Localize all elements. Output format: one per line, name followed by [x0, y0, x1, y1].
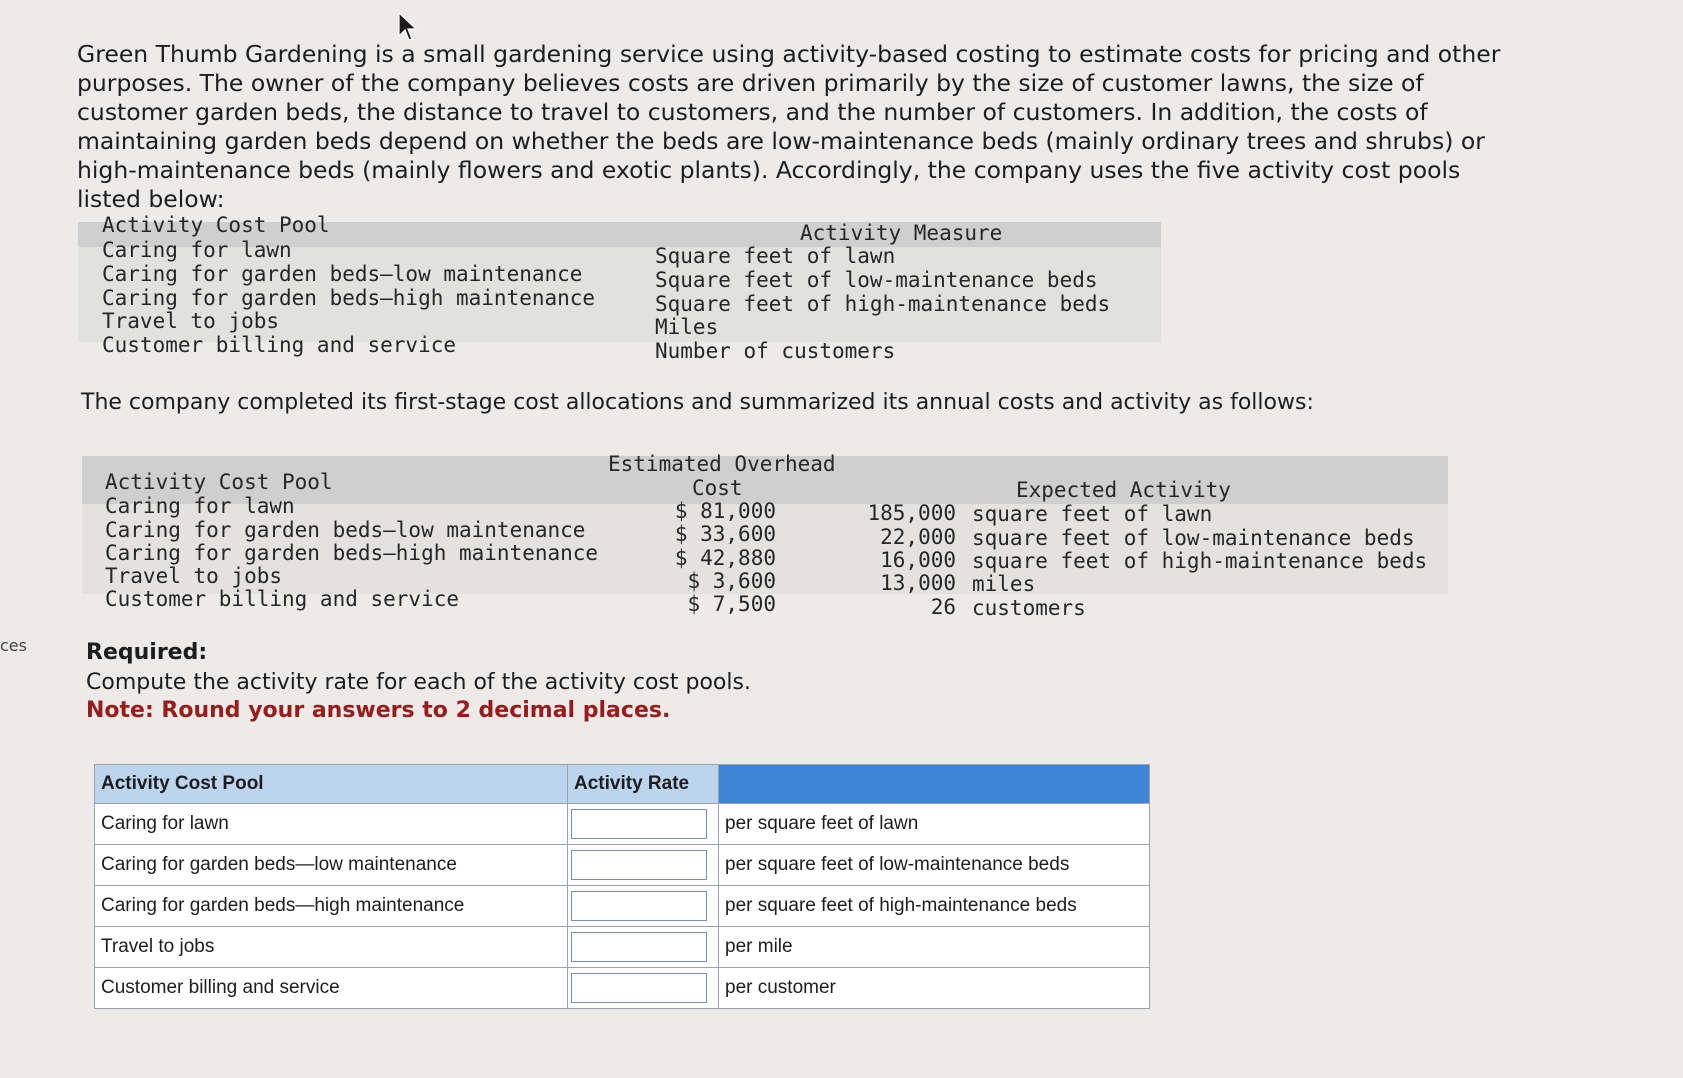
table1-measure: Square feet of high-maintenance beds — [655, 292, 1111, 316]
answer-header-pool: Activity Cost Pool — [95, 765, 568, 804]
answer-row — [95, 804, 1150, 845]
answer-unit: per customer — [719, 968, 1150, 1009]
table2-pool: Caring for lawn — [105, 494, 295, 518]
rate-cell — [568, 804, 719, 845]
table2-header-cost-line2: Cost — [692, 476, 743, 500]
answer-header-row — [95, 765, 1150, 804]
table1-measure: Square feet of lawn — [655, 244, 896, 268]
answer-pool: Travel to jobs — [95, 927, 568, 968]
table1-pool: Customer billing and service — [102, 333, 457, 357]
side-tab-label[interactable]: ces — [0, 636, 27, 655]
answer-unit: per square feet of high-maintenance beds — [719, 886, 1150, 927]
rate-input-customer-billing[interactable] — [571, 973, 707, 1003]
table1-measure: Miles — [655, 315, 719, 339]
table1-pool: Travel to jobs — [102, 309, 280, 333]
table1-pool: Caring for garden beds–high maintenance — [102, 286, 596, 310]
table1-measure: Square feet of low-maintenance beds — [655, 268, 1098, 292]
table2-unit: square feet of lawn — [972, 502, 1213, 526]
answer-row — [95, 927, 1150, 968]
table2-unit: customers — [972, 596, 1086, 620]
answer-unit: per mile — [719, 927, 1150, 968]
table2-qty: 26 — [930, 595, 956, 619]
table2-qty: 16,000 — [880, 548, 956, 572]
answer-row — [95, 968, 1150, 1009]
table2-pool: Caring for garden beds–high maintenance — [105, 541, 599, 565]
answer-unit: per square feet of low-maintenance beds — [719, 845, 1150, 886]
table2-pool: Caring for garden beds–low maintenance — [105, 518, 586, 542]
table2-pool: Customer billing and service — [105, 587, 460, 611]
table2-qty: 185,000 — [867, 501, 956, 525]
table2-cost: $ 42,880 — [674, 546, 776, 570]
answer-row — [95, 886, 1150, 927]
table1-header-pool: Activity Cost Pool — [102, 213, 330, 237]
table2-cost: $ 7,500 — [687, 592, 776, 616]
table2-header-activity: Expected Activity — [1016, 478, 1231, 502]
answer-unit: per square feet of lawn — [719, 804, 1150, 845]
rate-input-high-maintenance[interactable] — [571, 891, 707, 921]
answer-pool: Customer billing and service — [95, 968, 568, 1009]
table1-measure: Number of customers — [655, 339, 896, 363]
required-instruction: Compute the activity rate for each of the activity cost pools. — [86, 670, 751, 695]
table2-unit: square feet of low-maintenance beds — [972, 526, 1415, 550]
rate-cell — [568, 927, 719, 968]
problem-intro: Green Thumb Gardening is a small gardening service using activity-based costing to estimate costs for pricing and other purposes. The owner of the company believes costs are driven primarily by the size of customer lawns, the size of customer garden beds, the distance to travel to customers, and the number of customers. In addition, the costs of maintaining garden beds depend on whether the beds are low-maintenance beds (mainly ordinary trees and shrubs) or high-maintenance beds (mainly flowers and exotic plants). Accordingly, the company uses the five activity cost pools listed below: — [77, 40, 1501, 213]
required-heading: Required: — [86, 640, 208, 665]
answer-pool: Caring for garden beds—low maintenance — [95, 845, 568, 886]
table2-unit: square feet of high-maintenance beds — [972, 549, 1428, 573]
table2-qty: 22,000 — [880, 525, 956, 549]
table1-header-measure: Activity Measure — [800, 221, 1003, 245]
table2-cost: $ 81,000 — [674, 499, 776, 523]
rate-input-low-maintenance[interactable] — [571, 850, 707, 880]
rate-input-travel[interactable] — [571, 932, 707, 962]
table1-pool: Caring for garden beds–low maintenance — [102, 262, 583, 286]
activity-rate-table — [94, 764, 1150, 1009]
table2-unit: miles — [972, 572, 1036, 596]
table2-pool: Travel to jobs — [105, 564, 283, 588]
rate-cell — [568, 886, 719, 927]
rate-cell — [568, 845, 719, 886]
answer-row — [95, 845, 1150, 886]
table2-cost: $ 3,600 — [687, 569, 776, 593]
table1-pool: Caring for lawn — [102, 238, 292, 262]
table2-qty: 13,000 — [880, 571, 956, 595]
table2-header-pool: Activity Cost Pool — [105, 470, 333, 494]
table2-header-cost-line1: Estimated Overhead — [608, 452, 836, 476]
answer-pool: Caring for lawn — [95, 804, 568, 845]
rate-cell — [568, 968, 719, 1009]
rounding-note: Note: Round your answers to 2 decimal places. — [86, 698, 671, 723]
summary-intro-text: The company completed its first-stage cost allocations and summarized its annual costs and activity as follows: — [81, 390, 1314, 415]
answer-header-rate: Activity Rate — [568, 765, 719, 804]
rate-input-lawn[interactable] — [571, 809, 707, 839]
answer-pool: Caring for garden beds—high maintenance — [95, 886, 568, 927]
table2-cost: $ 33,600 — [674, 522, 776, 546]
answer-header-unit — [719, 765, 1150, 804]
